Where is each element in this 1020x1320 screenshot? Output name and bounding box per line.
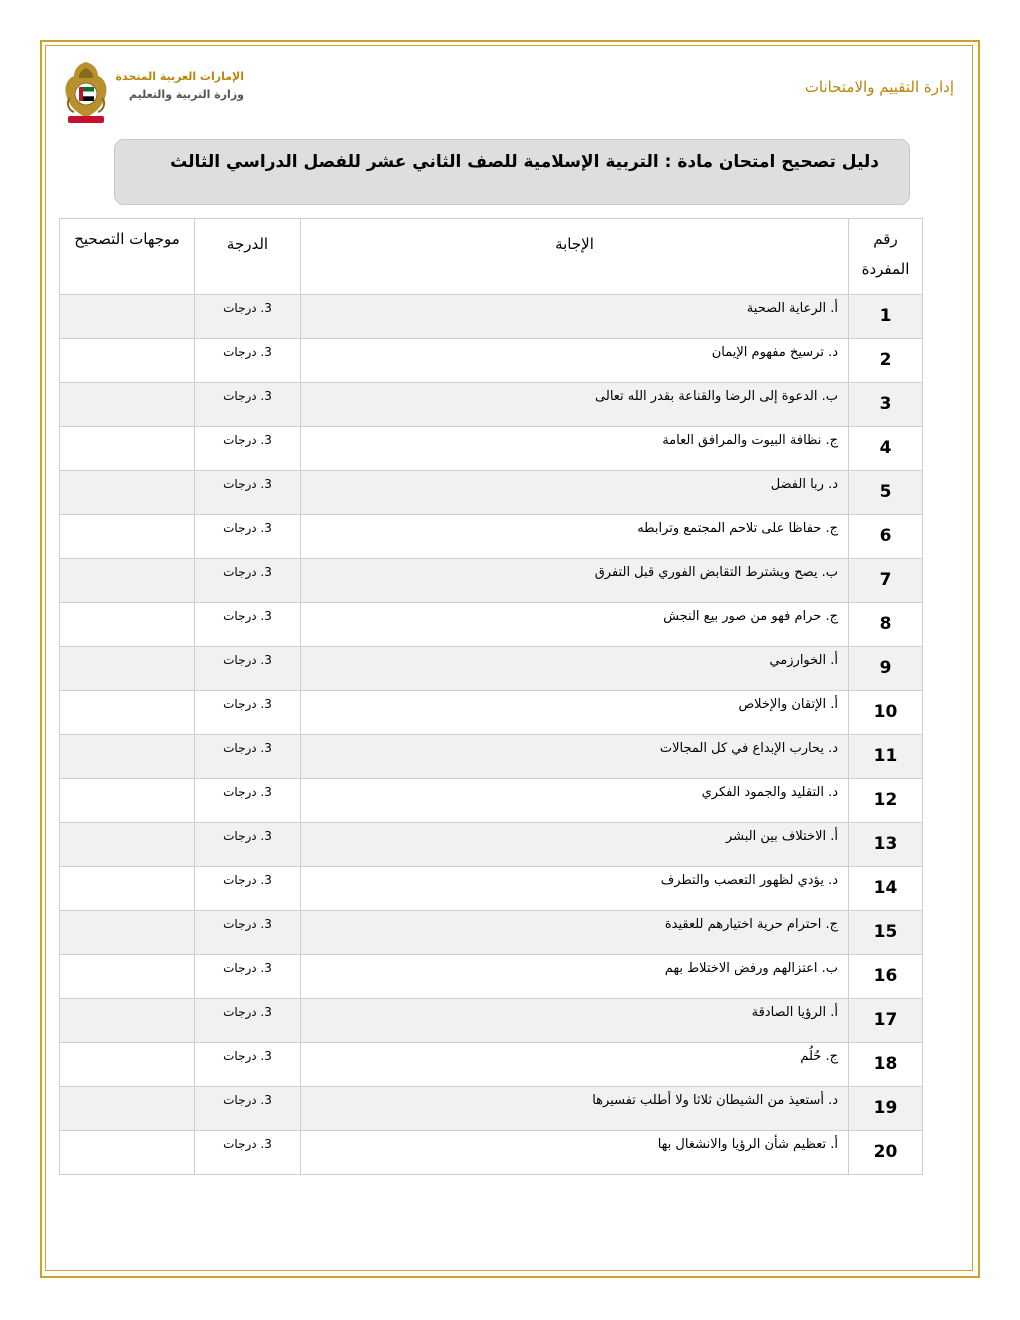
table-row (60, 867, 923, 911)
answer-text: ج. حرام فهو من صور بيع النجش (663, 609, 838, 624)
answer-text: ج. نظافة البيوت والمرافق العامة (662, 433, 838, 448)
cell-item-number (849, 735, 923, 779)
table-row (60, 339, 923, 383)
cell-degree-value (195, 295, 301, 339)
correction-note (60, 427, 194, 433)
cell-answer-text (301, 955, 849, 999)
item-number: 11 (873, 746, 898, 766)
cell-item-number (849, 911, 923, 955)
cell-correction-note (60, 559, 195, 603)
table-row (60, 1087, 923, 1131)
answer-text: ج. احترام حرية اختيارهم للعقيدة (664, 917, 838, 932)
degree-value: 3. درجات (223, 609, 272, 623)
cell-correction-note (60, 515, 195, 559)
cell-correction-note (60, 1131, 195, 1175)
table-header-row (60, 219, 923, 295)
cell-correction-note (60, 691, 195, 735)
degree-value: 3. درجات (223, 829, 272, 843)
cell-answer-text (301, 735, 849, 779)
table-row (60, 603, 923, 647)
ministry-name: وزارة التربية والتعليم (129, 88, 244, 101)
uae-emblem-icon (60, 58, 112, 126)
degree-value: 3. درجات (223, 961, 272, 975)
cell-correction-note (60, 427, 195, 471)
table-row (60, 295, 923, 339)
cell-answer-text (301, 823, 849, 867)
degree-value: 3. درجات (223, 521, 272, 535)
correction-note (60, 911, 194, 917)
item-number: 12 (873, 790, 898, 810)
cell-answer-text (301, 647, 849, 691)
answer-text: د. ترسيخ مفهوم الإيمان (711, 345, 838, 360)
item-number: 2 (879, 350, 892, 370)
cell-degree-value (195, 735, 301, 779)
correction-note (60, 647, 194, 653)
cell-degree-value (195, 1131, 301, 1175)
table-row (60, 823, 923, 867)
degree-value: 3. درجات (223, 917, 272, 931)
cell-answer-text (301, 867, 849, 911)
cell-item-number (849, 647, 923, 691)
degree-value: 3. درجات (223, 345, 272, 359)
table-row (60, 515, 923, 559)
cell-degree-value (195, 691, 301, 735)
cell-item-number (849, 955, 923, 999)
degree-value: 3. درجات (223, 301, 272, 315)
correction-note (60, 1087, 194, 1093)
header-correction-notes: موجهات التصحيح (60, 219, 195, 295)
cell-item-number (849, 339, 923, 383)
answer-key-table (59, 218, 923, 1175)
cell-answer-text (301, 295, 849, 339)
answer-text: أ. الخوارزمي (769, 653, 838, 668)
answer-text: ب. الدعوة إلى الرضا والقناعة بقدر الله تعالى (595, 389, 838, 404)
table-row (60, 955, 923, 999)
degree-value: 3. درجات (223, 477, 272, 491)
cell-item-number (849, 427, 923, 471)
cell-item-number (849, 383, 923, 427)
table-row (60, 1131, 923, 1175)
cell-answer-text (301, 691, 849, 735)
item-number: 3 (879, 394, 892, 414)
degree-value: 3. درجات (223, 785, 272, 799)
degree-value: 3. درجات (223, 565, 272, 579)
item-number: 8 (879, 614, 892, 634)
cell-degree-value (195, 603, 301, 647)
cell-correction-note (60, 955, 195, 999)
cell-answer-text (301, 911, 849, 955)
page-title: دليل تصحيح امتحان مادة : التربية الإسلامية للصف الثاني عشر للفصل الدراسي الثالث (170, 152, 879, 172)
cell-degree-value (195, 559, 301, 603)
item-number: 10 (873, 702, 898, 722)
cell-answer-text (301, 383, 849, 427)
table-row (60, 647, 923, 691)
cell-correction-note (60, 295, 195, 339)
correction-note (60, 559, 194, 565)
degree-value: 3. درجات (223, 1137, 272, 1151)
cell-item-number (849, 779, 923, 823)
answer-text: د. ربا الفضل (770, 477, 838, 492)
answer-text: د. التقليد والجمود الفكري (701, 785, 838, 800)
correction-note (60, 823, 194, 829)
cell-correction-note (60, 1087, 195, 1131)
item-number: 18 (873, 1054, 898, 1074)
answer-text: ج. حُلُم (800, 1049, 838, 1064)
cell-answer-text (301, 339, 849, 383)
answer-text: أ. الإتقان والإخلاص (738, 697, 838, 712)
cell-answer-text (301, 559, 849, 603)
cell-degree-value (195, 823, 301, 867)
cell-item-number (849, 1087, 923, 1131)
cell-answer-text (301, 603, 849, 647)
cell-correction-note (60, 603, 195, 647)
table-row (60, 427, 923, 471)
item-number: 15 (873, 922, 898, 942)
cell-answer-text (301, 779, 849, 823)
degree-value: 3. درجات (223, 1049, 272, 1063)
item-number: 13 (873, 834, 898, 854)
answer-text: أ. الرعاية الصحية (746, 301, 838, 316)
cell-item-number (849, 559, 923, 603)
item-number: 7 (879, 570, 892, 590)
cell-degree-value (195, 383, 301, 427)
cell-answer-text (301, 471, 849, 515)
correction-note (60, 383, 194, 389)
answer-text: أ. تعظيم شأن الرؤيا والانشغال بها (657, 1137, 838, 1152)
degree-value: 3. درجات (223, 697, 272, 711)
correction-note (60, 603, 194, 609)
degree-value: 3. درجات (223, 873, 272, 887)
correction-note (60, 1043, 194, 1049)
cell-item-number (849, 295, 923, 339)
item-number: 4 (879, 438, 892, 458)
degree-value: 3. درجات (223, 1093, 272, 1107)
correction-note (60, 735, 194, 741)
cell-correction-note (60, 383, 195, 427)
cell-correction-note (60, 339, 195, 383)
cell-answer-text (301, 1131, 849, 1175)
correction-note (60, 867, 194, 873)
cell-answer-text (301, 1043, 849, 1087)
cell-degree-value (195, 999, 301, 1043)
cell-degree-value (195, 911, 301, 955)
cell-item-number (849, 1131, 923, 1175)
table-row (60, 559, 923, 603)
item-number: 17 (873, 1010, 898, 1030)
correction-note (60, 955, 194, 961)
cell-correction-note (60, 779, 195, 823)
cell-item-number (849, 471, 923, 515)
cell-degree-value (195, 471, 301, 515)
cell-item-number (849, 603, 923, 647)
correction-note (60, 691, 194, 697)
ministry-logo (60, 58, 250, 128)
cell-answer-text (301, 999, 849, 1043)
degree-value: 3. درجات (223, 389, 272, 403)
item-number: 1 (879, 306, 892, 326)
answer-text: ب. اعتزالهم ورفض الاختلاط بهم (664, 961, 838, 976)
table-row (60, 735, 923, 779)
cell-degree-value (195, 647, 301, 691)
cell-correction-note (60, 471, 195, 515)
cell-degree-value (195, 867, 301, 911)
cell-degree-value (195, 339, 301, 383)
cell-correction-note (60, 823, 195, 867)
cell-answer-text (301, 515, 849, 559)
header-item-number: رقم المفردة (849, 219, 923, 295)
degree-value: 3. درجات (223, 653, 272, 667)
cell-degree-value (195, 779, 301, 823)
table-row (60, 999, 923, 1043)
cell-item-number (849, 867, 923, 911)
answer-text: د. يحارب الإبداع في كل المجالات (659, 741, 838, 756)
correction-note (60, 295, 194, 301)
cell-degree-value (195, 955, 301, 999)
cell-degree-value (195, 515, 301, 559)
cell-correction-note (60, 735, 195, 779)
cell-item-number (849, 999, 923, 1043)
cell-item-number (849, 691, 923, 735)
department-name: إدارة التقييم والامتحانات (804, 78, 954, 96)
answer-text: أ. الرؤيا الصادقة (751, 1005, 838, 1020)
cell-correction-note (60, 1043, 195, 1087)
item-number: 19 (873, 1098, 898, 1118)
title-box (114, 139, 910, 205)
item-number: 5 (879, 482, 892, 502)
answer-text: د. يؤدي لظهور التعصب والتطرف (660, 873, 838, 888)
header-answer: الإجابة (301, 219, 849, 295)
cell-degree-value (195, 427, 301, 471)
item-number: 14 (873, 878, 898, 898)
cell-correction-note (60, 867, 195, 911)
degree-value: 3. درجات (223, 1005, 272, 1019)
item-number: 6 (879, 526, 892, 546)
item-number: 9 (879, 658, 892, 678)
table-row (60, 383, 923, 427)
cell-degree-value (195, 1043, 301, 1087)
cell-degree-value (195, 1087, 301, 1131)
country-name: الإمارات العربية المتحدة (115, 70, 244, 83)
cell-correction-note (60, 999, 195, 1043)
header-degree: الدرجة (195, 219, 301, 295)
table-row (60, 1043, 923, 1087)
table-row (60, 471, 923, 515)
cell-item-number (849, 823, 923, 867)
correction-note (60, 999, 194, 1005)
table-row (60, 911, 923, 955)
degree-value: 3. درجات (223, 741, 272, 755)
cell-correction-note (60, 911, 195, 955)
answer-text: د. أستعيذ من الشيطان ثلاثا ولا أطلب تفسيرها (592, 1093, 838, 1108)
table-row (60, 691, 923, 735)
answer-text: ج. حفاظا على تلاحم المجتمع وترابطه (637, 521, 838, 536)
degree-value: 3. درجات (223, 433, 272, 447)
cell-answer-text (301, 427, 849, 471)
cell-item-number (849, 1043, 923, 1087)
table-row (60, 779, 923, 823)
item-number: 16 (873, 966, 898, 986)
answer-text: ب. يصح ويشترط التقابض الفوري قبل التفرق (594, 565, 838, 580)
correction-note (60, 1131, 194, 1137)
correction-note (60, 471, 194, 477)
cell-correction-note (60, 647, 195, 691)
cell-item-number (849, 515, 923, 559)
correction-note (60, 339, 194, 345)
correction-note (60, 515, 194, 521)
answer-text: أ. الاختلاف بين البشر (725, 829, 838, 844)
cell-answer-text (301, 1087, 849, 1131)
correction-note (60, 779, 194, 785)
item-number: 20 (873, 1142, 898, 1162)
